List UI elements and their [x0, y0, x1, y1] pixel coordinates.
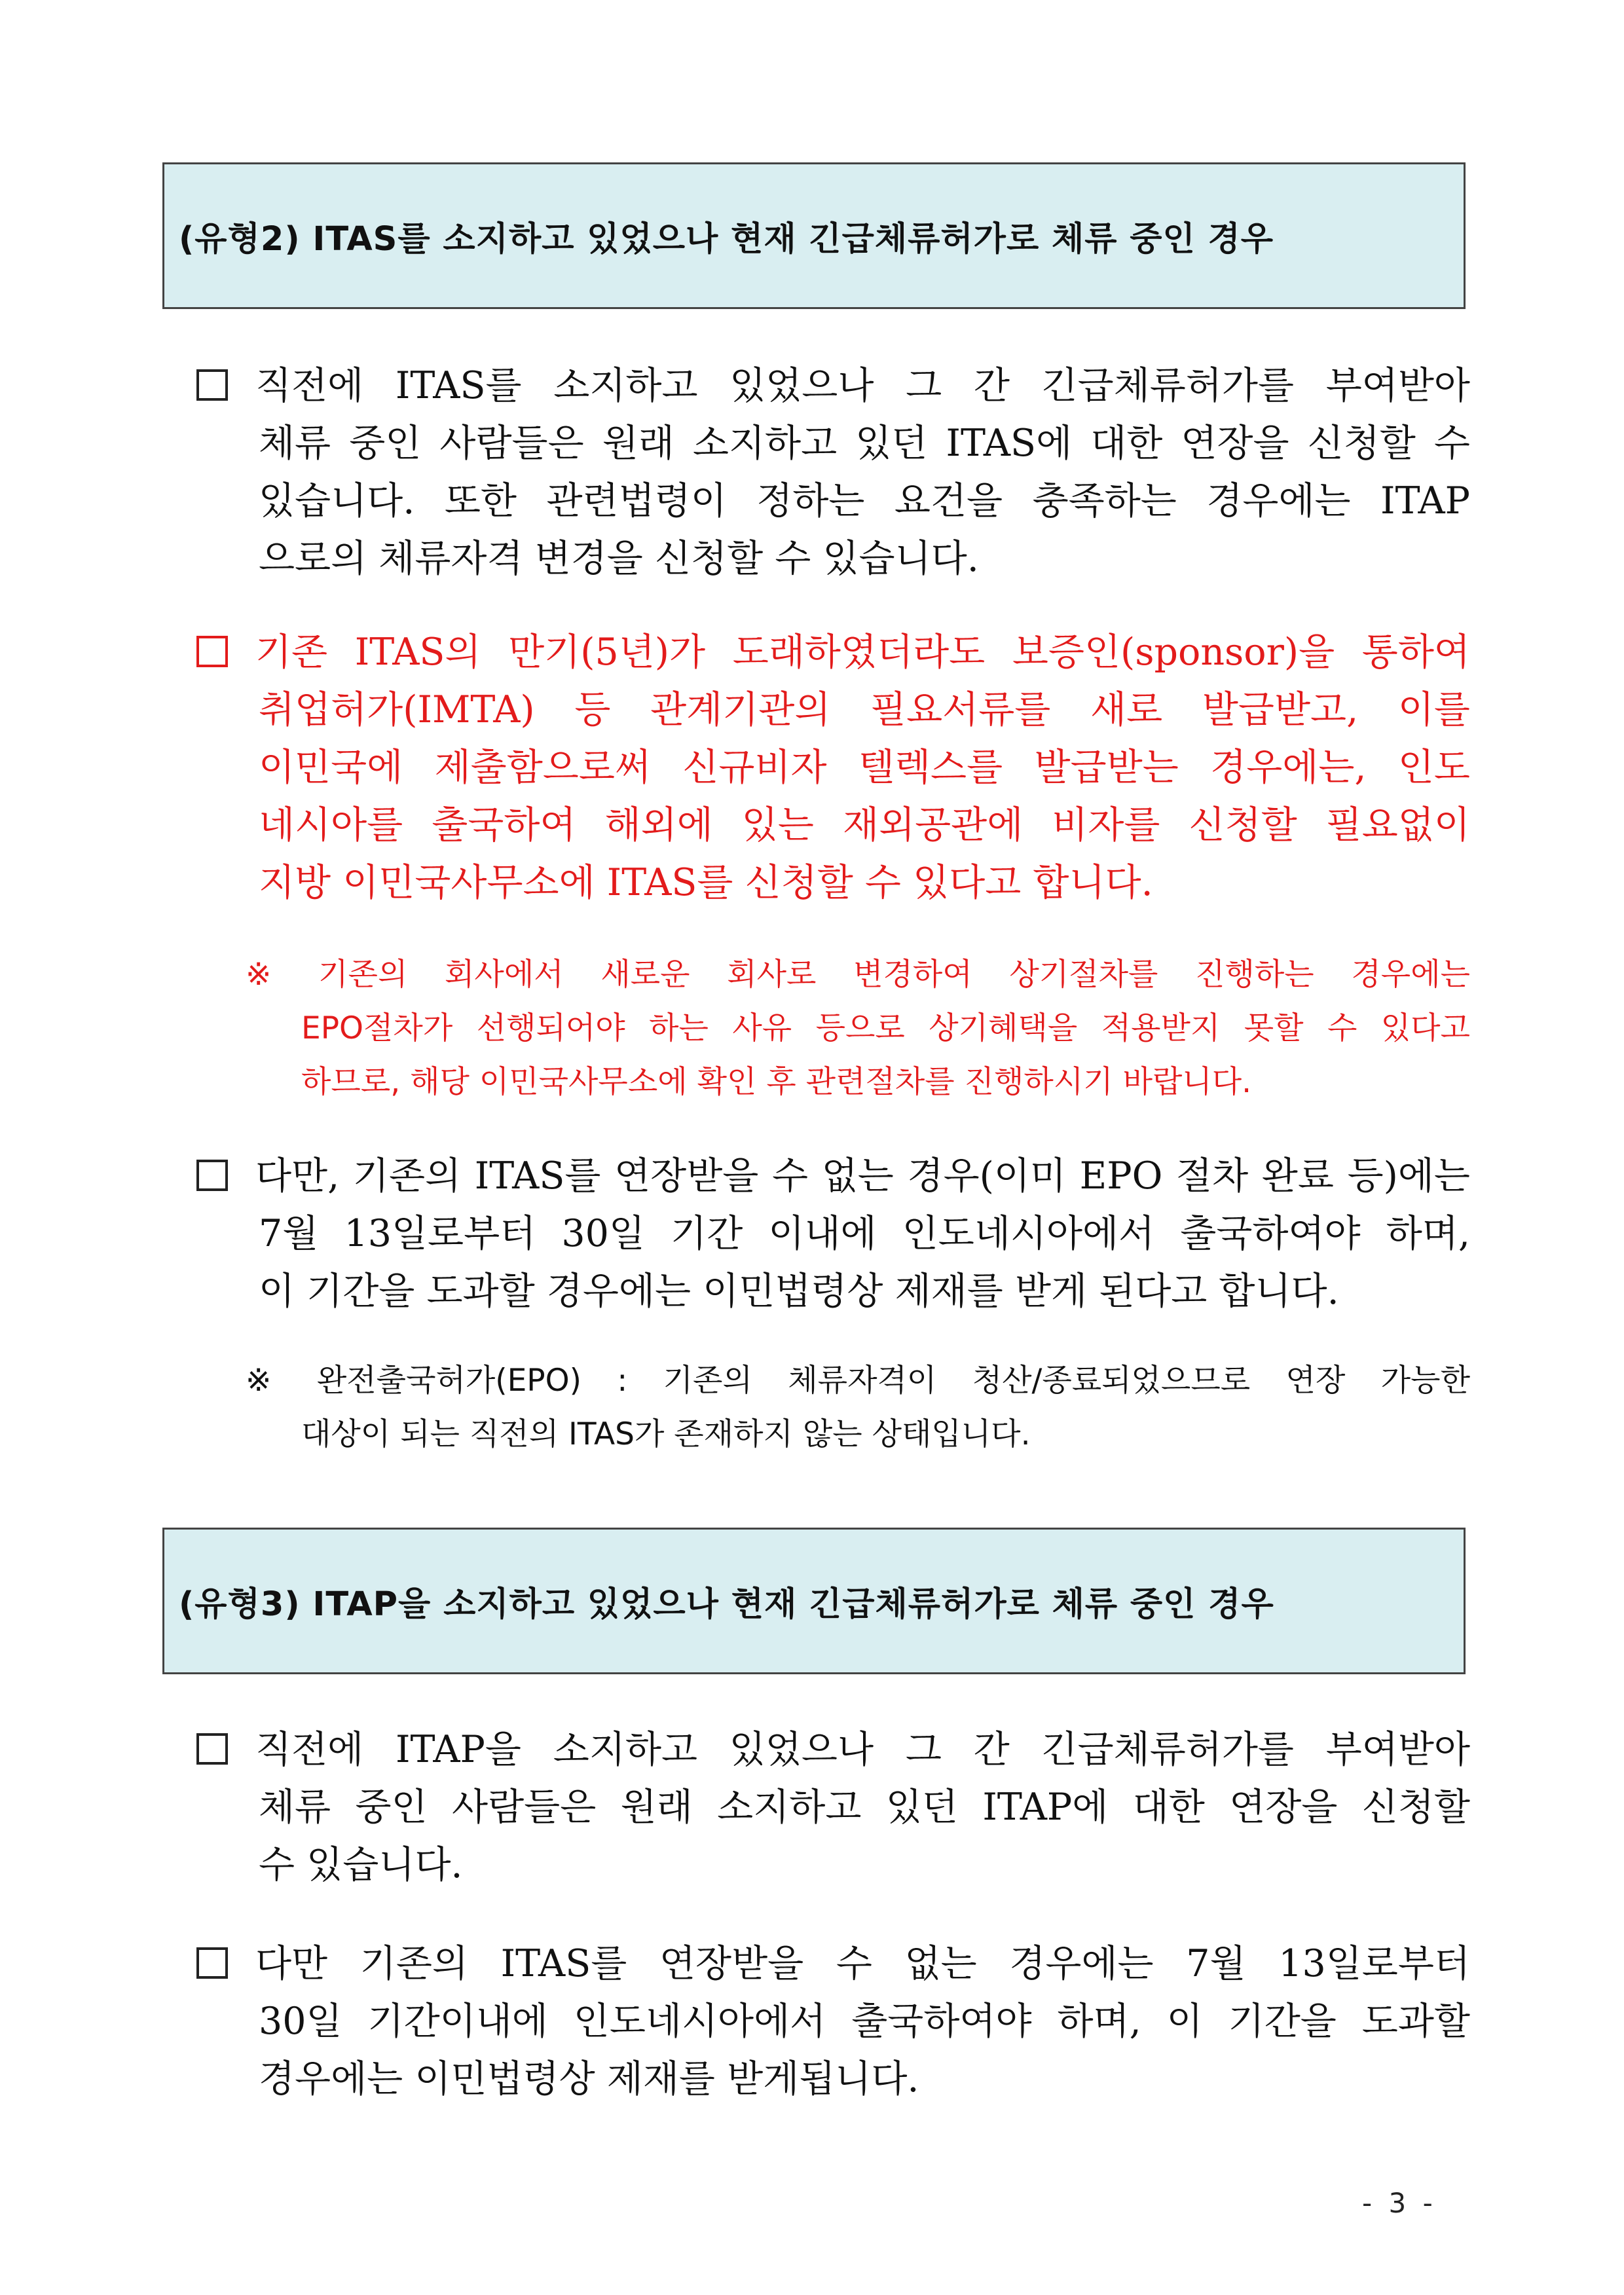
text-line: 지방 이민국사무소에 ITAS를 신청할 수 있다고 합니다.: [259, 861, 1153, 904]
section-header-type2: [162, 162, 1466, 309]
paragraph-itas-extension: [196, 357, 1470, 587]
text-line: 기존의 회사에서 새로운 회사로 변경하여 상기절차를 진행하는 경우에는: [318, 957, 1470, 993]
checkbox-bullet-icon: [196, 1947, 228, 1979]
checkbox-bullet-icon: [196, 636, 228, 667]
paragraph-itap-departure-deadline: [196, 1935, 1470, 2108]
text-line: 있습니다. 또한 관련법령이 정하는 요건을 충족하는 경우에는 ITAP: [259, 479, 1470, 523]
text-line: 30일 기간이내에 인도네시아에서 출국하여야 하며, 이 기간을 도과할: [259, 2000, 1470, 2043]
section-header-type3: [162, 1528, 1466, 1674]
text-line: 대상이 되는 직전의 ITAS가 존재하지 않는 상태입니다.: [301, 1416, 1031, 1452]
note-company-change: [246, 948, 1470, 1109]
reference-mark-icon: ※: [246, 1363, 297, 1399]
text-line: 이 기간을 도과할 경우에는 이민법령상 제재를 받게 된다고 합니다.: [259, 1270, 1339, 1313]
paragraph-itap-extension: [196, 1721, 1470, 1894]
text-line: 하므로, 해당 이민국사무소에 확인 후 관련절차를 진행하시기 바랍니다.: [301, 1064, 1252, 1100]
text-line: 체류 중인 사람들은 원래 소지하고 있던 ITAS에 대한 연장을 신청할 수: [259, 422, 1470, 465]
section-title: (유형2) ITAS를 소지하고 있었으나 현재 긴급체류허가로 체류 중인 경우: [179, 220, 1274, 259]
checkbox-bullet-icon: [196, 1160, 228, 1191]
text-line: 체류 중인 사람들은 원래 소지하고 있던 ITAP에 대한 연장을 신청할: [259, 1786, 1470, 1829]
text-line: 으로의 체류자격 변경을 신청할 수 있습니다.: [259, 537, 979, 580]
text-line: 수 있습니다.: [259, 1843, 463, 1886]
text-line: 직전에 ITAP을 소지하고 있었으나 그 간 긴급체류허가를 부여받아: [255, 1728, 1470, 1771]
text-line: 네시아를 출국하여 해외에 있는 재외공관에 비자를 신청할 필요없이: [259, 803, 1470, 847]
reference-mark-icon: ※: [246, 957, 299, 993]
page-number: - 3 -: [1362, 2187, 1437, 2219]
text-line: 7월 13일로부터 30일 기간 이내에 인도네시아에서 출국하여야 하며,: [259, 1212, 1470, 1255]
section-title: (유형3) ITAP을 소지하고 있었으나 현재 긴급체류허가로 체류 중인 경우: [179, 1585, 1274, 1624]
text-line: 기존 ITAS의 만기(5년)가 도래하였더라도 보증인(sponsor)을 통하여: [255, 631, 1470, 674]
text-line: 직전에 ITAS를 소지하고 있었으나 그 간 긴급체류허가를 부여받아: [255, 364, 1470, 407]
text-line: 다만, 기존의 ITAS를 연장받을 수 없는 경우(이미 EPO 절차 완료 등)에는: [255, 1154, 1470, 1198]
text-line: 완전출국허가(EPO) : 기존의 체류자격이 청산/종료되었으므로 연장 가능한: [316, 1363, 1470, 1399]
text-line: 다만 기존의 ITAS를 연장받을 수 없는 경우에는 7월 13일로부터: [255, 1942, 1470, 1985]
checkbox-bullet-icon: [196, 1733, 228, 1765]
note-epo-definition: [246, 1354, 1470, 1461]
paragraph-departure-deadline: [196, 1147, 1470, 1320]
text-line: 취업허가(IMTA) 등 관계기관의 필요서류를 새로 발급받고, 이를: [259, 688, 1470, 731]
text-line: 경우에는 이민법령상 제재를 받게됩니다.: [259, 2057, 919, 2101]
text-line: 이민국에 제출함으로써 신규비자 텔렉스를 발급받는 경우에는, 인도: [259, 746, 1470, 789]
paragraph-itas-renewal-highlight: [196, 623, 1470, 911]
text-line: EPO절차가 선행되어야 하는 사유 등으로 상기혜택을 적용받지 못할 수 있다고: [301, 1010, 1470, 1046]
checkbox-bullet-icon: [196, 369, 228, 401]
